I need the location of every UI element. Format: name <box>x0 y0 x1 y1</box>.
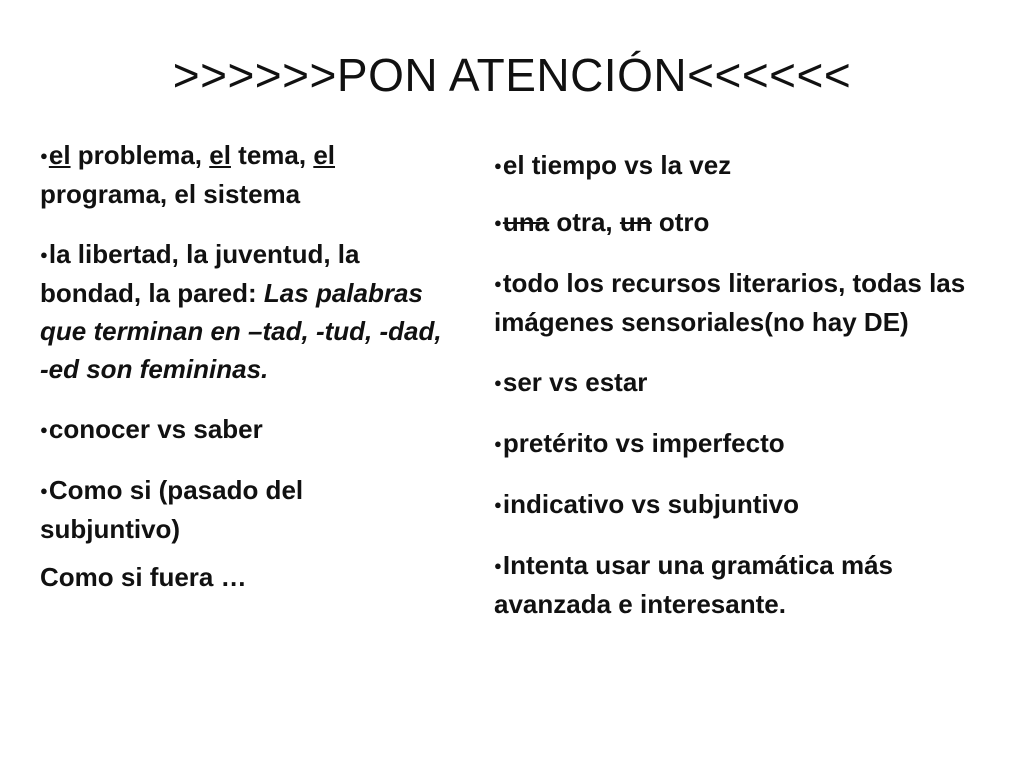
item-text: indicativo vs subjuntivo <box>502 489 800 519</box>
item-text: pretérito vs imperfecto <box>502 428 785 458</box>
list-item-indicativo <box>494 485 999 524</box>
bullet-icon: ● <box>494 558 502 573</box>
left-column <box>40 136 445 618</box>
list-item-como-si <box>40 471 445 548</box>
list-item-tiempo-vez <box>494 146 999 185</box>
item-text: problema, <box>70 140 210 170</box>
list-item-como-si-fuera: Como si fuera … <box>40 562 247 592</box>
bullet-icon: ● <box>40 422 48 437</box>
bullet-icon: ● <box>494 497 502 512</box>
item-text: Como si (pasado del subjuntivo) <box>40 475 304 544</box>
item-text: tema, <box>230 140 314 170</box>
strikethrough-article: un <box>619 207 652 237</box>
right-column <box>494 146 999 645</box>
italic-rule-text: Las palabras que terminan en –tad, -tud, -dad, -ed son femininas. <box>40 278 442 384</box>
list-item-conocer-saber <box>40 410 445 449</box>
bullet-icon: ● <box>494 158 502 173</box>
list-item-gramatica <box>494 546 999 623</box>
list-item-otro-otra <box>494 203 999 242</box>
item-text: todo los recursos literarios, todas las imágenes sensoriales(no hay DE) <box>494 268 966 337</box>
underlined-article: el <box>48 140 71 170</box>
slide-title: >>>>>>PON ATENCIÓN<<<<<< <box>172 49 852 101</box>
bullet-icon: ● <box>494 215 502 230</box>
bullet-icon: ● <box>494 375 502 390</box>
item-text: el tiempo vs la vez <box>502 150 732 180</box>
bullet-icon: ● <box>40 483 48 498</box>
item-text: conocer vs saber <box>48 414 263 444</box>
item-text: otro <box>651 207 710 237</box>
list-item-feminine-nouns <box>40 235 445 388</box>
underlined-article: el <box>313 140 335 170</box>
bullet-icon: ● <box>40 148 48 163</box>
list-item-ser-estar <box>494 363 999 402</box>
bullet-icon: ● <box>494 436 502 451</box>
list-item-preterito <box>494 424 999 463</box>
list-item-articles <box>40 136 445 213</box>
strikethrough-article: una <box>502 207 550 237</box>
item-text: otra, <box>549 207 620 237</box>
item-text: Intenta usar una gramática más avanzada e interesante. <box>494 550 893 619</box>
underlined-article: el <box>209 140 231 170</box>
item-text: ser vs estar <box>502 367 648 397</box>
bullet-icon: ● <box>40 247 48 262</box>
item-text: la libertad, la juventud, la bondad, la pared: <box>40 239 360 308</box>
bullet-icon: ● <box>494 276 502 291</box>
item-text: programa, el sistema <box>40 179 301 209</box>
list-item-recursos <box>494 264 999 341</box>
